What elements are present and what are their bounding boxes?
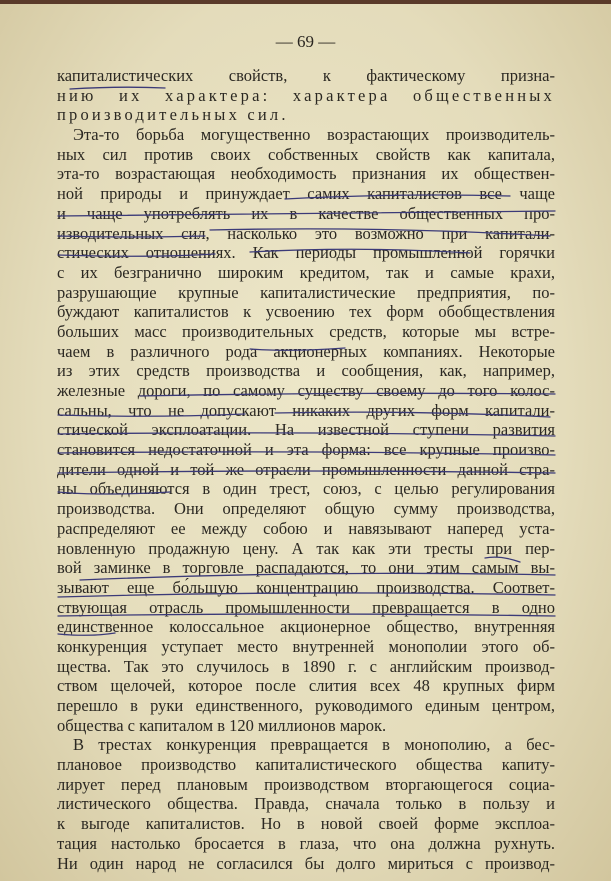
text-line: производства. Они определяют общую сумму производства,	[57, 499, 555, 519]
text-line: разрушающие крупные капиталистические предприятия, по-	[57, 282, 555, 302]
text-line: к выгоде капиталистов. Но в новой своей форме эксплоа-	[57, 814, 555, 834]
text-line: лирует перед плановым производством вторгающегося социа-	[57, 774, 555, 794]
text-line: сальны, что не допускают никаких других форм капитали-	[57, 400, 555, 420]
text-line: единственное колоссальное акционерное общество, внутренняя	[57, 617, 555, 637]
text-line: вой заминке в торговле распадаются, то они этим самым вы-	[57, 558, 555, 578]
text-line: с их безгранично широким кредитом, так и самые крахи,	[57, 262, 555, 282]
text-line: тация настолько бросается в глаза, что она должна рухнуть.	[57, 833, 555, 853]
text-line: и чаще употреблять их в качестве общественных про-	[57, 203, 555, 223]
text-line: ны объединяются в один трест, союз, с целью регулирования	[57, 479, 555, 499]
text-line: становится недостаточной и эта форма: все крупные произво-	[57, 440, 555, 460]
text-line: листического общества. Правда, сначала только в пользу и	[57, 794, 555, 814]
text-line: общества с капиталом в 120 миллионов марок.	[57, 715, 387, 735]
text-line: ством щелочей, которое после слития всех 48 крупных фирм	[57, 676, 555, 696]
text-line: эта-то возрастающая необходимость признания их обществен-	[57, 164, 555, 184]
text-line: больших масс производительных средств, которые мы встре-	[57, 321, 555, 341]
text-line: Ни один народ не согласился бы долго мириться с производ-	[57, 853, 555, 873]
text-line: плановое производство капиталистического общества капиту-	[57, 755, 555, 775]
text-line: дители одной и той же отрасли промышленности данной стра-	[57, 459, 555, 479]
text-line: ных сил против своих собственных свойств как капитала,	[57, 144, 555, 164]
text-line: распределяют ее между собою и навязывают наперед уста-	[57, 518, 555, 538]
text-line: В трестах конкуренция превращается в монополию, а бес-	[73, 735, 555, 755]
page-edge	[0, 0, 611, 4]
text-line: буждают капиталистов к усвоению тех форм обобществления	[57, 302, 555, 322]
text-line: чаем в различного рода акционерных компаниях. Некоторые	[57, 341, 555, 361]
text-line: капиталистических свойств, к фактическому призна-	[57, 66, 555, 85]
text-line: ствующая отрасль промышленности превращается в одно	[57, 597, 555, 617]
text-line: конкуренция уступает место внутренней монополии этого об-	[57, 636, 555, 656]
text-line: новленную продажную цену. А так как эти тресты при пер-	[57, 538, 555, 558]
text-line: перешло в руки единственного, руководимого единым центром,	[57, 696, 555, 715]
text-line: щества. Так это случилось в 1890 г. с английским производ-	[57, 656, 555, 676]
text-line: стической эксплоатации. На известной ступени развития	[57, 420, 555, 440]
text-line: стических отношениях. Как периоды промышленной горячки	[57, 243, 555, 263]
text-line: Эта-то борьба могущественно возрастающих производитель-	[73, 125, 555, 145]
page-number: — 69 —	[275, 32, 336, 51]
text-line: зывают еще бо́льшую концентрацию производства. Соответ-	[57, 577, 555, 597]
text-line: из этих средств производства и сообщения, как, например,	[57, 361, 555, 381]
page-body-text	[57, 66, 555, 873]
text-line: нию их характера: характера общественных	[57, 85, 555, 105]
text-line: ной природы и принуждает самих капиталистов все чаще	[57, 184, 555, 204]
text-line: изводительных сил, насколько это возможно при капитали-	[57, 223, 555, 243]
text-line: производительных сил.	[57, 105, 289, 125]
text-line: железные дороги, по самому существу своему до того колос-	[57, 381, 555, 400]
